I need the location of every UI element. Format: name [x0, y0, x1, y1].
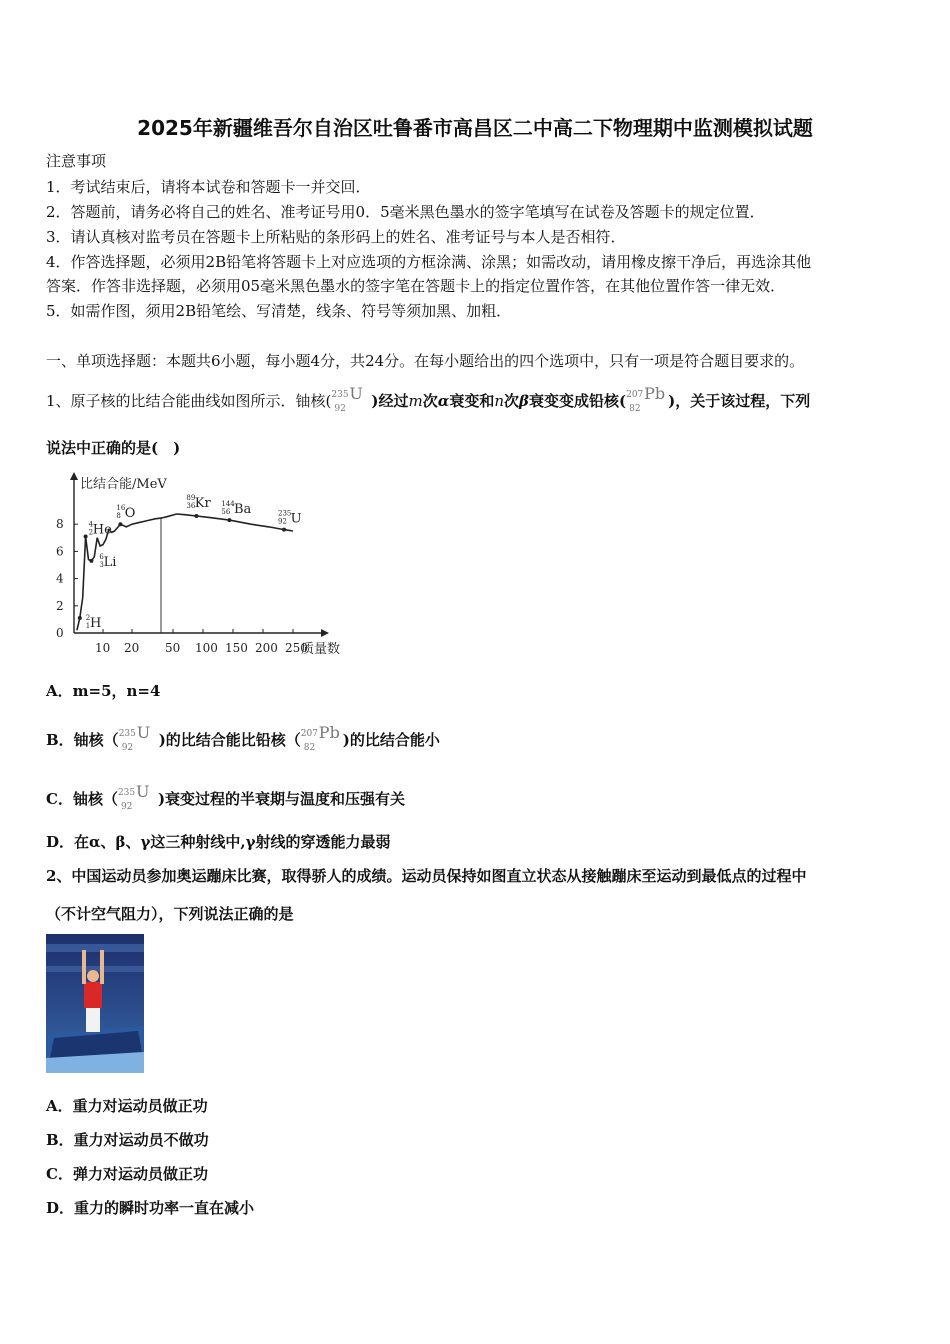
nuclide-point — [118, 522, 122, 526]
mass-number: 235 — [331, 390, 349, 400]
nuclide-point — [282, 528, 286, 532]
atomic-number: 92 — [334, 404, 346, 414]
element-symbol: U — [349, 384, 363, 403]
nuclide-point — [89, 559, 93, 563]
x-tick-label: 50 — [165, 641, 181, 655]
atomic-number: 82 — [629, 404, 641, 414]
nuclide-mass-number: 89 — [186, 494, 196, 503]
nuclide-point — [194, 514, 198, 518]
atomic-number: 92 — [120, 802, 133, 812]
trampoline-athlete-photo — [46, 934, 144, 1073]
q1-option-d: D．在α、β、γ这三种射线中,γ射线的穿透能力最弱 — [46, 833, 391, 851]
x-axis-arrow — [321, 629, 329, 637]
y-tick-label: 8 — [56, 517, 64, 532]
nuclide-atomic-number: 1 — [85, 622, 91, 631]
q1-option-a: A．m=5，n=4 — [46, 682, 161, 700]
q2-option-d: D．重力的瞬时功率一直在减小 — [46, 1199, 255, 1217]
q2-option-c: C．弹力对运动员做正功 — [46, 1165, 208, 1183]
section-heading: 一、单项选择题：本题共6小题，每小题4分，共24分。在每小题给出的四个选项中，只有一项是符合题目要求的。 — [46, 352, 805, 370]
nuclide-point — [78, 616, 82, 620]
x-tick-label: 100 — [195, 641, 218, 655]
x-tick-label: 20 — [124, 641, 140, 655]
nuclide-symbol: O — [124, 506, 136, 522]
element-symbol: U — [136, 723, 151, 742]
q1-text: 衰变变成铅核( — [528, 392, 627, 410]
q2-option-b: B．重力对运动员不做功 — [46, 1131, 209, 1149]
notice-heading: 注意事项 — [46, 152, 107, 170]
lead-isotope — [300, 723, 343, 753]
y-tick-label: 6 — [56, 544, 64, 559]
option-text: C．铀核（ — [46, 790, 118, 808]
notice-item: 答案．作答非选择题，必须用05毫米黑色墨水的签字笔在答题卡上的指定位置作答，在其他位置作答一律无效． — [46, 277, 786, 295]
nuclide-atomic-number: 3 — [99, 560, 104, 569]
element-symbol: Pb — [644, 384, 666, 403]
x-tick-label: 250 — [285, 641, 308, 655]
alpha-symbol: α — [437, 392, 450, 410]
y-tick-label: 4 — [56, 571, 64, 586]
x-tick-label: 10 — [95, 641, 111, 655]
y-axis-arrow — [70, 472, 78, 480]
mass-number: 235 — [117, 788, 136, 798]
q1-text: 衰变和 — [449, 392, 495, 410]
notice-item: 4．作答选择题，必须用2B铅笔将答题卡上对应选项的方框涂满、涂黑；如需改动，请用橡皮擦干净后，再选涂其他 — [46, 253, 812, 271]
question-2-stem: 2、中国运动员参加奥运蹦床比赛，取得骄人的成绩。运动员保持如图直立状态从接触蹦床至运动到最低点的过程中 — [46, 867, 807, 885]
nuclide-symbol: Ba — [234, 502, 252, 518]
nuclide-mass-number: 4 — [88, 520, 94, 529]
notice-item: 2．答题前，请务必将自己的姓名、准考证号用0．5毫米黑色墨水的签字笔填写在试卷及答题卡的规定位置． — [46, 203, 765, 221]
question-1-stem-line2: 说法中正确的是( ) — [46, 439, 181, 457]
option-text: B．铀核（ — [46, 731, 119, 749]
option-text: )衰变过程的半衰期与温度和压强有关 — [157, 790, 406, 808]
question-2-stem-line2: （不计空气阻力），下列说法正确的是 — [46, 905, 294, 923]
x-axis-label: 质量数 — [301, 642, 341, 657]
option-text: )的比结合能小 — [342, 731, 440, 749]
x-tick-label: 200 — [255, 641, 278, 655]
q1-text: 次 — [422, 392, 438, 410]
nuclide-symbol: H — [90, 616, 102, 632]
nuclide-mass-number: 6 — [99, 552, 104, 561]
question-1-stem — [46, 384, 811, 414]
binding-energy-chart — [46, 470, 356, 660]
nuclide-atomic-number: 92 — [278, 517, 287, 526]
nuclide-point — [84, 534, 88, 538]
nuclide-symbol: U — [290, 511, 302, 527]
option-text: )的比结合能比铅核（ — [158, 731, 301, 749]
nuclide-symbol: He — [92, 522, 112, 538]
element-symbol: U — [135, 782, 150, 801]
y-axis-label: 比结合能/MeV — [80, 477, 167, 492]
uranium-isotope — [331, 384, 371, 414]
mass-number: 207 — [626, 390, 644, 400]
x-tick-label: 150 — [225, 641, 248, 655]
nuclide-mass-number: 235 — [278, 509, 292, 518]
q2-option-a: A．重力对运动员做正功 — [46, 1097, 208, 1115]
mass-number: 207 — [300, 729, 318, 739]
notice-item: 5．如需作图，须用2B铅笔绘、写清楚，线条、符号等须加黑、加粗． — [46, 302, 512, 320]
notice-item: 1．考试结束后，请将本试卷和答题卡一并交回． — [46, 178, 371, 196]
atomic-number: 92 — [121, 743, 134, 753]
nuclide-atomic-number: 8 — [116, 512, 121, 521]
uranium-isotope — [118, 723, 159, 753]
q1-text: 次 — [504, 392, 520, 410]
variable-m: m — [408, 392, 423, 410]
nuclide-point — [227, 518, 231, 522]
q1-option-b — [46, 723, 440, 753]
variable-n: n — [494, 392, 504, 410]
mass-number: 235 — [118, 729, 136, 739]
beta-symbol: β — [519, 392, 529, 410]
y-tick-label: 2 — [56, 598, 64, 613]
nuclide-mass-number: 2 — [85, 614, 91, 623]
nuclide-atomic-number: 56 — [221, 508, 231, 517]
q1-text: 1、原子核的比结合能曲线如图所示．铀核( — [46, 392, 332, 410]
q1-text: )经过 — [371, 392, 409, 410]
notice-item: 3．请认真核对监考员在答题卡上所粘贴的条形码上的姓名、准考证号与本人是否相符． — [46, 228, 626, 246]
nuclide-mass-number: 144 — [221, 500, 235, 509]
nuclide-atomic-number: 36 — [186, 502, 196, 511]
chart-svg — [46, 470, 356, 660]
photo-illustration — [46, 934, 144, 1073]
nuclide-symbol: Li — [103, 554, 117, 570]
y-tick-label: 0 — [56, 626, 64, 640]
nuclide-atomic-number: 2 — [88, 528, 94, 537]
atomic-number: 82 — [303, 743, 316, 753]
element-symbol: Pb — [318, 723, 340, 742]
q1-option-c — [46, 782, 406, 812]
nuclide-mass-number: 16 — [116, 504, 126, 513]
nuclide-symbol: Kr — [194, 496, 211, 512]
lead-isotope — [626, 384, 668, 414]
q1-text: )，关于该过程，下列 — [668, 392, 811, 410]
page-title: 2025年新疆维吾尔自治区吐鲁番市高昌区二中高二下物理期中监测模拟试题 — [137, 116, 813, 140]
uranium-isotope — [117, 782, 158, 812]
